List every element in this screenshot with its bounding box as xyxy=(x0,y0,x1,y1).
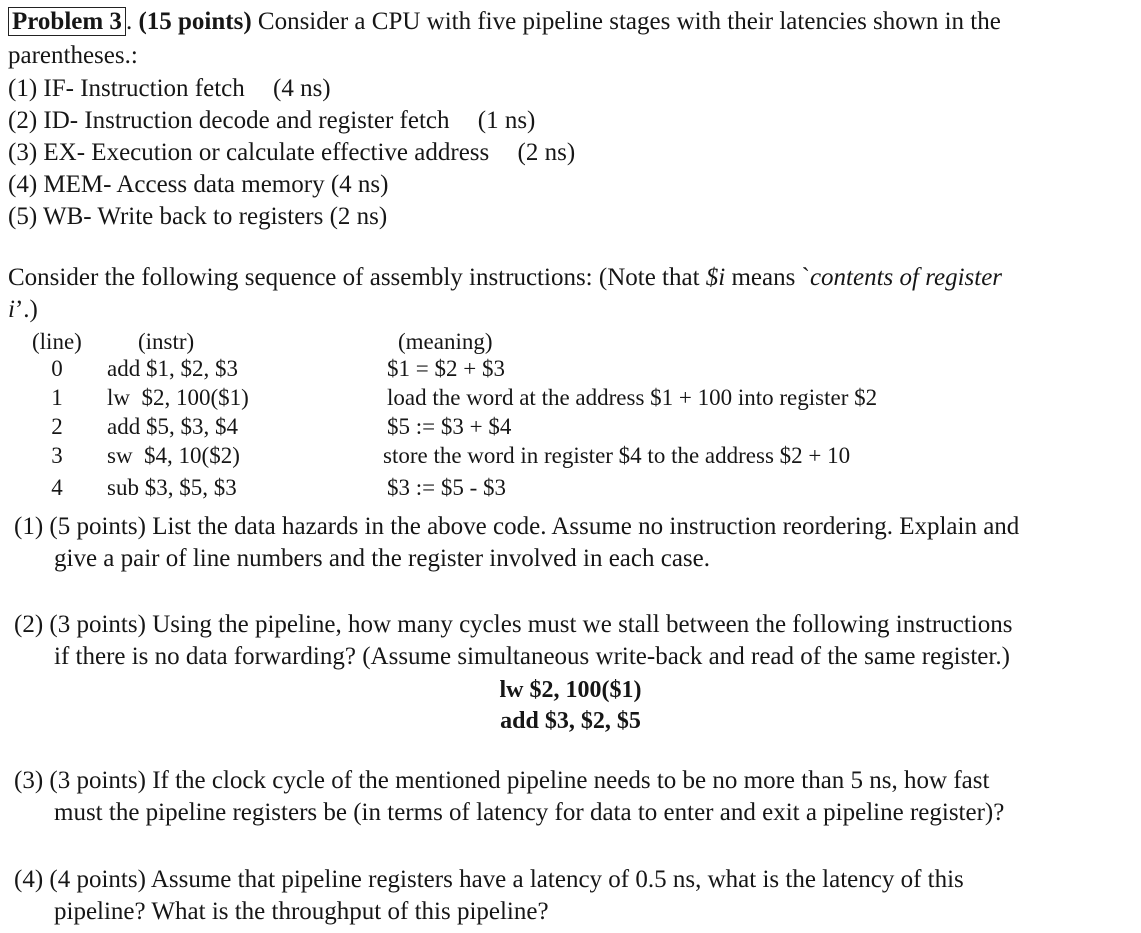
question-num: (2) xyxy=(14,611,44,638)
problem-label: Problem 3 xyxy=(8,7,126,36)
stage-name: EX- Execution or calculate effective address xyxy=(43,139,490,166)
question-text: If the clock cycle of the mentioned pipeline needs to be no more than 5 ns, how fast xyxy=(152,767,990,794)
header-period: . xyxy=(125,8,133,35)
question-points: (4 points) xyxy=(49,866,146,893)
stage-latency: (4 ns) xyxy=(273,75,331,102)
question-num: (4) xyxy=(14,866,44,893)
row-meaning: store the word in register $4 to the address $2 + 10 xyxy=(383,443,851,468)
stage-latency: (1 ns) xyxy=(477,107,536,134)
header-meaning: (meaning) xyxy=(398,329,493,354)
sequence-intro-var: $i xyxy=(705,264,726,291)
row-instr: add $5, $3, $4 xyxy=(107,414,238,439)
sequence-intro-text: means ` xyxy=(725,264,810,291)
row-instr: sw $4, 10($2) xyxy=(107,443,240,468)
problem-intro-line2: parentheses.: xyxy=(8,42,138,69)
sequence-intro-text: ’.) xyxy=(14,296,38,323)
problem-header xyxy=(8,6,1001,38)
question-text: must the pipeline registers be (in terms of latency for data to enter and exit a pipeline register)? xyxy=(54,799,1005,826)
question-code-line: add $3, $2, $5 xyxy=(500,708,641,734)
problem-points: (15 points) xyxy=(138,8,252,35)
stage-item xyxy=(8,73,331,105)
stage-item xyxy=(8,105,535,137)
question-line xyxy=(14,511,1019,543)
question-text: Assume that pipeline registers have a latency of 0.5 ns, what is the latency of this xyxy=(150,866,964,893)
sequence-intro xyxy=(8,262,1002,294)
stage-name: WB- Write back to registers xyxy=(42,203,324,230)
sequence-intro-cont xyxy=(8,294,38,326)
question-text: Using the pipeline, how many cycles must we stall between the following instructions xyxy=(152,611,1013,638)
row-meaning: $1 = $2 + $3 xyxy=(387,356,505,381)
row-instr: sub $3, $5, $3 xyxy=(107,475,237,500)
stage-name: IF- Instruction fetch xyxy=(43,75,245,102)
row-line: 0 xyxy=(51,356,63,381)
stage-num: (3) xyxy=(8,139,38,166)
row-line: 2 xyxy=(51,414,63,439)
question-code-line: lw $2, 100($1) xyxy=(499,677,642,703)
row-meaning: $3 := $5 - $3 xyxy=(387,475,507,500)
question-text: if there is no data forwarding? (Assume simultaneous write-back and read of the same register.) xyxy=(54,643,1010,670)
row-line: 1 xyxy=(51,385,63,410)
header-line: (line) xyxy=(32,329,82,354)
sequence-intro-italic: contents of register xyxy=(809,264,1003,291)
header-instr: (instr) xyxy=(138,329,195,354)
stage-latency: (2 ns) xyxy=(517,139,576,166)
row-meaning: load the word at the address $1 + 100 into register $2 xyxy=(387,385,878,410)
stage-num: (1) xyxy=(8,75,38,102)
row-instr: lw $2, 100($1) xyxy=(107,385,249,410)
stage-item xyxy=(8,201,387,233)
question-text: give a pair of line numbers and the register involved in each case. xyxy=(54,545,711,572)
question-line xyxy=(14,864,964,896)
row-meaning: $5 := $3 + $4 xyxy=(387,414,512,439)
question-line xyxy=(14,765,989,797)
stage-item xyxy=(8,137,575,169)
sequence-intro-italic: i xyxy=(8,296,15,323)
question-points: (3 points) xyxy=(49,611,146,638)
stage-num: (4) xyxy=(8,171,38,198)
question-text: List the data hazards in the above code. Assume no instruction reordering. Explain and xyxy=(152,513,1020,540)
question-points: (5 points) xyxy=(49,513,146,540)
stage-num: (2) xyxy=(8,107,38,134)
stage-latency: (4 ns) xyxy=(330,171,389,198)
question-text: pipeline? What is the throughput of this pipeline? xyxy=(54,898,549,925)
question-points: (3 points) xyxy=(49,767,146,794)
question-num: (1) xyxy=(14,513,44,540)
sequence-intro-text: Consider the following sequence of assembly instructions: (Note that xyxy=(8,264,706,291)
row-instr: add $1, $2, $3 xyxy=(107,356,238,381)
row-line: 3 xyxy=(51,443,63,468)
stage-latency: (2 ns) xyxy=(329,203,388,230)
stage-name: ID- Instruction decode and register fetch xyxy=(43,107,450,134)
stage-num: (5) xyxy=(8,203,38,230)
problem-intro-line1: Consider a CPU with five pipeline stages with their latencies shown in the xyxy=(257,8,1001,35)
question-num: (3) xyxy=(14,767,44,794)
stage-name: MEM- Access data memory xyxy=(43,171,325,198)
row-line: 4 xyxy=(51,475,63,500)
stage-item xyxy=(8,169,388,201)
question-line xyxy=(14,609,1012,641)
